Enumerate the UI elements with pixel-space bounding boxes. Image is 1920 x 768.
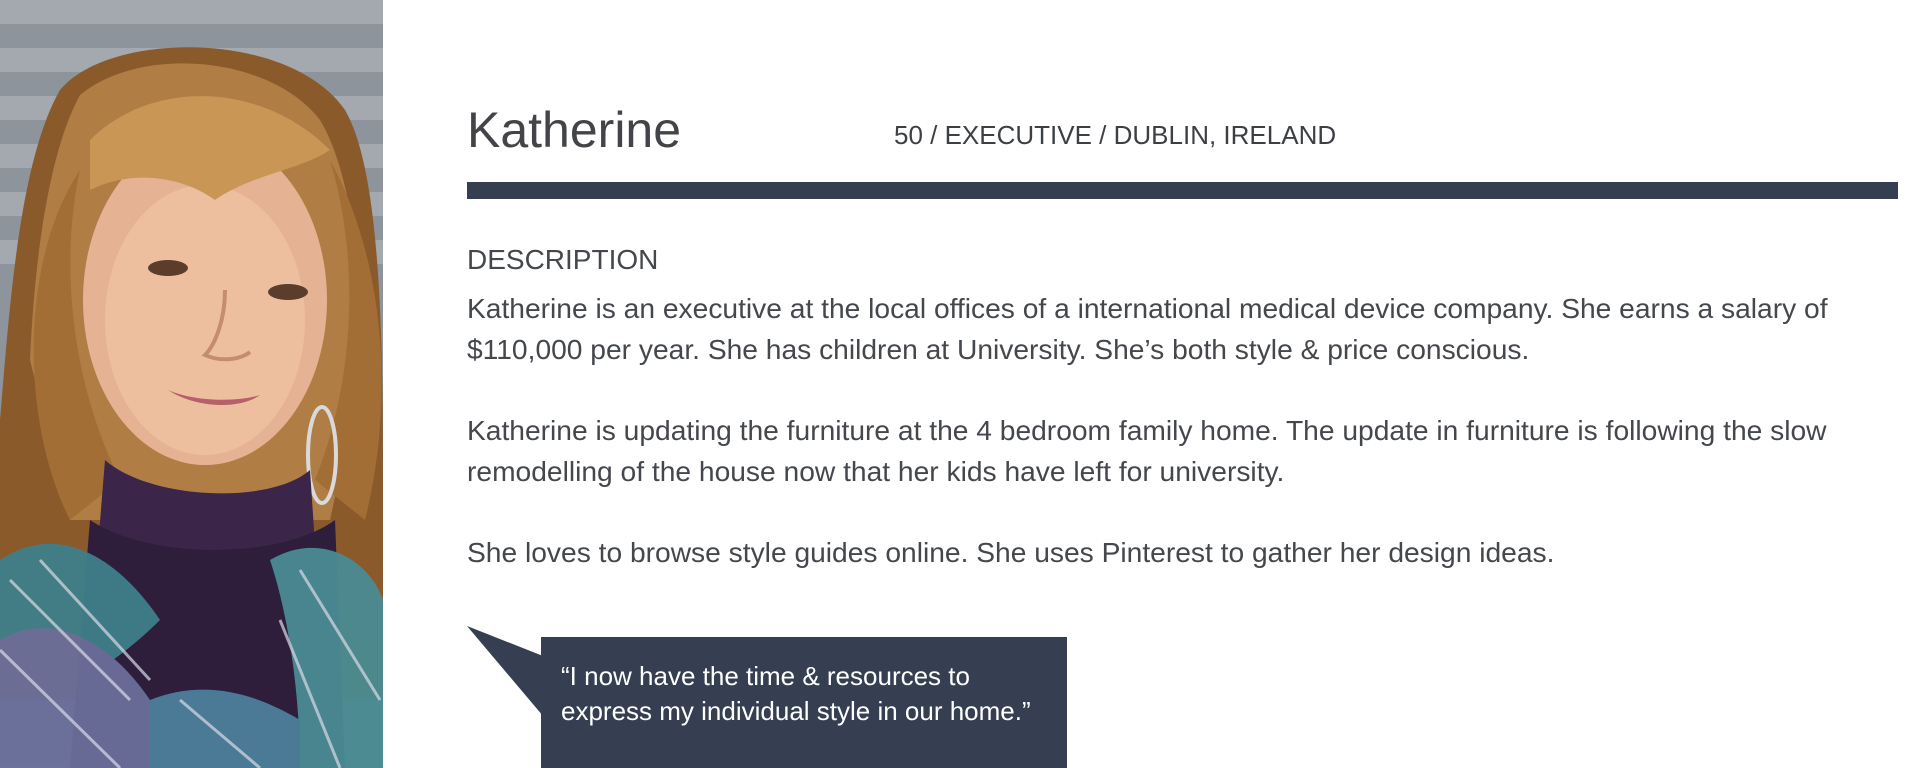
description-paragraph: Katherine is an executive at the local offices of a international medical device company. She earns a salary of $110,000 per year. She has children at University. She’s both style & price conscious. bbox=[467, 292, 1828, 365]
persona-meta: 50 / EXECUTIVE / DUBLIN, IRELAND bbox=[894, 120, 1337, 150]
description-paragraph: Katherine is updating the furniture at the 4 bedroom family home. The update in furniture is following the slow remodelling of the house now that her kids have left for university. bbox=[467, 414, 1827, 487]
persona-quote bbox=[541, 637, 1067, 768]
header-divider bbox=[467, 182, 1898, 199]
speech-bubble-tail bbox=[467, 626, 543, 716]
description-paragraph: She loves to browse style guides online. She uses Pinterest to gather her design ideas. bbox=[467, 536, 1555, 568]
persona-photo bbox=[0, 0, 383, 768]
quote-text: “I now have the time & resources to express my individual style in our home.” bbox=[561, 661, 1031, 726]
section-title: DESCRIPTION bbox=[467, 244, 659, 275]
persona-name: Katherine bbox=[467, 102, 682, 158]
